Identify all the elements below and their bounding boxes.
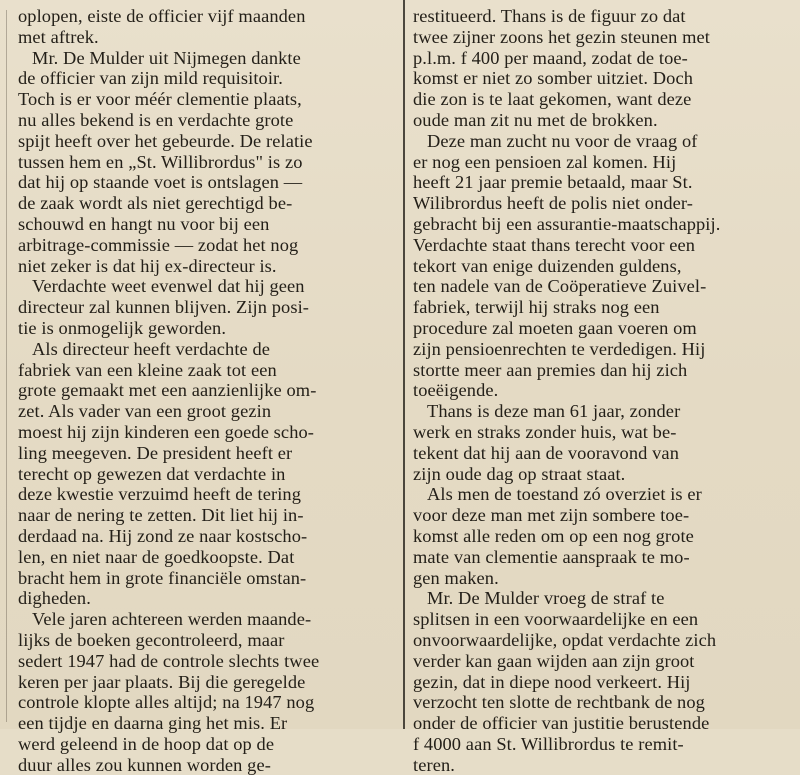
text-line: verzocht ten slotte de rechtbank de nog: [413, 692, 705, 713]
text-line: f 4000 aan St. Willibrordus te remit-: [413, 733, 684, 754]
text-line: teren.: [413, 754, 455, 775]
text-line: Wilibrordus heeft de polis niet onder-: [413, 193, 694, 214]
text-line: moest hij zijn kinderen een goede scho-: [18, 421, 315, 442]
text-line: toeëigende.: [413, 380, 499, 401]
text-line: gebracht bij een assurantie-maatschappij.: [413, 213, 721, 234]
text-line: heeft 21 jaar premie betaald, maar St.: [413, 172, 693, 193]
paragraph-2: [18, 48, 398, 277]
text-line: lijks de boeken gecontroleerd, maar: [18, 629, 285, 650]
text-line: werk en straks zonder huis, wat be-: [413, 421, 677, 442]
text-line: Mr. De Mulder vroeg de straf te: [427, 588, 665, 609]
text-line: ling meegeven. De president heeft er: [18, 442, 293, 463]
text-line: met aftrek.: [18, 26, 99, 47]
text-line: directeur zal kunnen blijven. Zijn posi-: [18, 297, 310, 318]
text-line: Thans is deze man 61 jaar, zonder: [427, 401, 681, 422]
paragraph-3: [18, 276, 398, 338]
text-line: voor deze man met zijn sombere toe-: [413, 505, 690, 526]
paragraph-1: [18, 6, 398, 48]
text-line: werd geleend in de hoop dat op de: [18, 733, 275, 754]
text-line: duur alles zou kunnen worden ge-: [18, 754, 271, 775]
text-line: stortte meer aan premies dan hij zich: [413, 359, 688, 380]
text-line: procedure zal moeten gaan voeren om: [413, 317, 697, 338]
text-line: een tijdje en daarna ging het mis. Er: [18, 713, 288, 734]
paragraph-8: [413, 401, 785, 484]
column-divider-rule: [403, 0, 405, 729]
paragraph-6: [413, 6, 785, 131]
text-line: p.l.m. f 400 per maand, zodat de toe-: [413, 47, 688, 68]
text-line: komst alle reden om op een nog grote: [413, 525, 694, 546]
text-line: er nog een pensioen zal komen. Hij: [413, 151, 677, 172]
text-line: arbitrage-commissie — zodat het nog: [18, 234, 299, 255]
text-line: spijt heeft over het gebeurde. De relatie: [18, 130, 313, 151]
text-line: derdaad na. Hij zond ze naar kostscho-: [18, 525, 308, 546]
text-line: fabriek van een kleine zaak tot een: [18, 359, 277, 380]
left-margin-rule: [6, 10, 7, 722]
text-line: naar de nering te zetten. Dit liet hij in-: [18, 505, 304, 526]
right-article-column: [413, 6, 785, 775]
paragraph-7: [413, 131, 785, 401]
text-line: zet. Als vader van een groot gezin: [18, 401, 272, 422]
text-line: de officier van zijn mild requisitoir.: [18, 68, 283, 89]
text-line: Toch is er voor méér clementie plaats,: [18, 89, 302, 110]
text-line: Als men de toestand zó overziet is er: [427, 484, 702, 505]
paragraph-9: [413, 484, 785, 588]
text-line: oplopen, eiste de officier vijf maanden: [18, 6, 306, 26]
text-line: grote gemaakt met een aanzienlijke om-: [18, 380, 317, 401]
text-line: len, en niet naar de goedkoopste. Dat: [18, 546, 295, 567]
text-line: Mr. De Mulder uit Nijmegen dankte: [32, 47, 301, 68]
text-line: Verdachte staat thans terecht voor een: [413, 234, 696, 255]
text-line: tussen hem en „St. Willibrordus" is zo: [18, 151, 303, 172]
text-line: Deze man zucht nu voor de vraag of: [427, 130, 698, 151]
text-line: komst er niet zo somber uitziet. Doch: [413, 68, 693, 89]
paragraph-4: [18, 339, 398, 609]
paragraph-5: [18, 609, 398, 775]
text-line: gezin, dat in diepe nood verkeert. Hij: [413, 671, 691, 692]
text-line: tekort van enige duizenden guldens,: [413, 255, 682, 276]
text-line: bracht hem in grote financiële omstan-: [18, 567, 307, 588]
text-line: restitueerd. Thans is de figuur zo dat: [413, 6, 686, 26]
left-article-column: [18, 6, 398, 775]
text-line: die zon is te laat gekomen, want deze: [413, 89, 692, 110]
text-line: zijn pensioenrechten te verdedigen. Hij: [413, 338, 706, 359]
text-line: deze kwestie verzuimd heeft de tering: [18, 484, 302, 505]
text-line: niet zeker is dat hij ex-directeur is.: [18, 255, 277, 276]
text-line: sedert 1947 had de controle slechts twee: [18, 650, 320, 671]
text-line: digheden.: [18, 588, 91, 609]
text-line: controle klopte alles altijd; na 1947 nog: [18, 692, 315, 713]
text-line: onder de officier van justitie berustende: [413, 713, 710, 734]
text-line: dat hij op staande voet is ontslagen —: [18, 172, 303, 193]
text-line: onvoorwaardelijke, opdat verdachte zich: [413, 629, 717, 650]
paragraph-10: [413, 588, 785, 775]
text-line: gen maken.: [413, 567, 499, 588]
text-line: ten nadele van de Coöperatieve Zuivel-: [413, 276, 707, 297]
text-line: verder kan gaan wijden aan zijn groot: [413, 650, 695, 671]
text-line: twee zijner zoons het gezin steunen met: [413, 26, 711, 47]
text-line: Vele jaren achtereen werden maande-: [32, 609, 312, 630]
text-line: Als directeur heeft verdachte de: [32, 338, 271, 359]
text-line: oude man zit nu met de brokken.: [413, 109, 658, 130]
text-line: mate van clementie aanspraak te mo-: [413, 546, 690, 567]
text-line: tekent dat hij aan de vooravond van: [413, 442, 679, 463]
text-line: splitsen in een voorwaardelijke en een: [413, 609, 699, 630]
text-line: keren per jaar plaats. Bij die geregelde: [18, 671, 306, 692]
text-line: fabriek, terwijl hij straks nog een: [413, 297, 660, 318]
text-line: de zaak wordt als niet gerechtigd be-: [18, 193, 293, 214]
text-line: Verdachte weet evenwel dat hij geen: [32, 276, 305, 297]
text-line: tie is onmogelijk geworden.: [18, 317, 227, 338]
text-line: terecht op gewezen dat verdachte in: [18, 463, 286, 484]
text-line: schouwd en hangt nu voor bij een: [18, 213, 270, 234]
text-line: zijn oude dag op straat staat.: [413, 463, 626, 484]
text-line: nu alles bekend is en verdachte grote: [18, 109, 294, 130]
